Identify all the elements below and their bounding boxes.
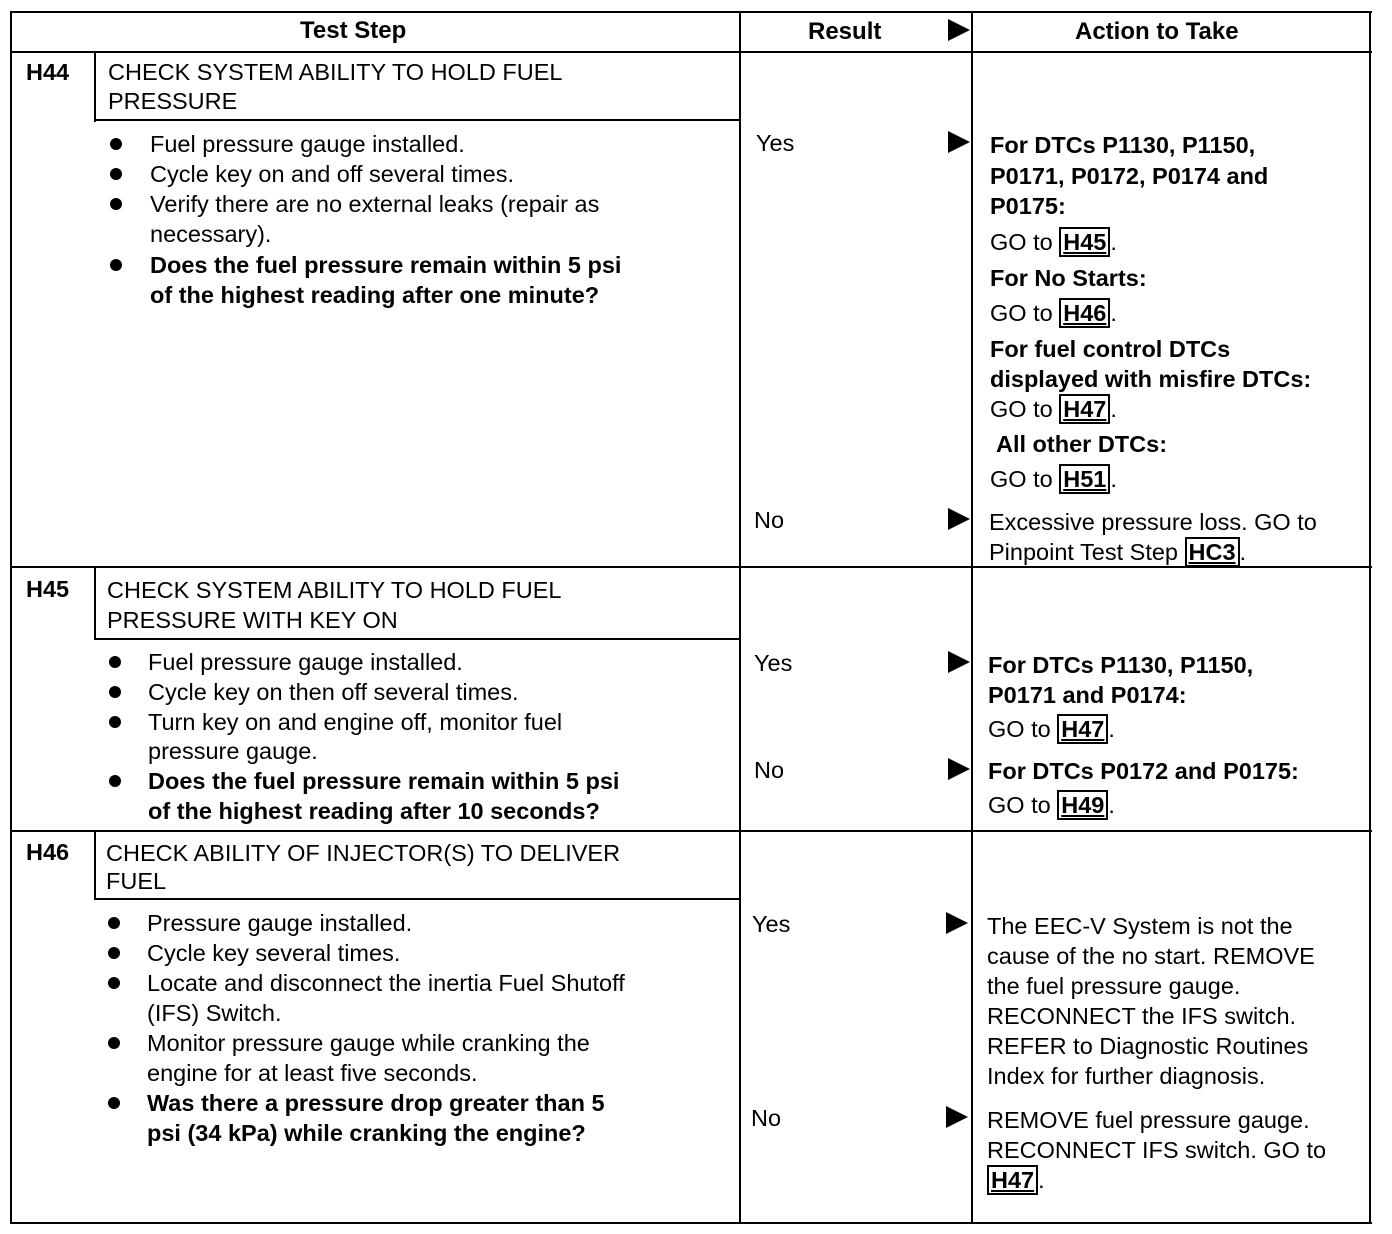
go-to-text: GO to [990, 466, 1053, 492]
h46-title-divider [94, 898, 740, 900]
go-to-text: GO to [990, 229, 1053, 255]
step-title-h44-line2: PRESSURE [108, 88, 238, 114]
h44-result-yes: Yes [756, 130, 795, 156]
step-reference-link[interactable]: HC3 [1185, 537, 1240, 567]
h46-bullet-1: Pressure gauge installed. [147, 910, 413, 936]
h46-no-action-line3: H47 . [987, 1165, 1045, 1195]
bullet-icon [109, 716, 121, 728]
table-border-left [10, 11, 12, 1224]
step-reference-link[interactable]: H45 [1059, 227, 1110, 257]
h46-yes-action-line2: cause of the no start. REMOVE [987, 943, 1315, 969]
h44-yes-action-4-line1: All other DTCs: [996, 431, 1168, 457]
h45-bullet-4-line2: of the highest reading after 10 seconds? [148, 798, 600, 824]
h44-yes-action-2-line1: For No Starts: [990, 265, 1147, 291]
h46-yes-action-line1: The EEC-V System is not the [987, 913, 1293, 939]
step-title-h46-line2: FUEL [106, 868, 167, 894]
h44-bullet-4-line1: Does the fuel pressure remain within 5 psi [150, 252, 622, 278]
h46-yes-action-line3: the fuel pressure gauge. [987, 973, 1241, 999]
header-result: Result [808, 18, 882, 45]
h45-bullet-3-line2: pressure gauge. [148, 738, 318, 764]
h44-title-divider [94, 119, 740, 121]
table-border-top [10, 11, 1372, 13]
bullet-icon [108, 947, 120, 959]
h44-bullet-3-line2: necessary). [150, 221, 272, 247]
h44-yes-action-3-go: GO to H47 . [990, 396, 1117, 422]
table-border-bottom [10, 1222, 1372, 1224]
h44-yes-action-3-line2: displayed with misfire DTCs: [990, 366, 1312, 392]
bullet-icon [110, 198, 122, 210]
step-reference-link[interactable]: H47 [1057, 714, 1108, 744]
h45-bullet-4-line1: Does the fuel pressure remain within 5 psi [148, 768, 620, 794]
h46-no-action-line1: REMOVE fuel pressure gauge. [987, 1107, 1310, 1133]
result-arrow-icon [946, 1106, 968, 1128]
result-arrow-icon [946, 912, 968, 934]
step-id-h46: H46 [26, 839, 70, 865]
bullet-icon [108, 917, 120, 929]
h46-no-action-line2: RECONNECT IFS switch. GO to [987, 1137, 1327, 1163]
h44-yes-action-3-line1: For fuel control DTCs [990, 336, 1231, 362]
h44-yes-action-1-line1: For DTCs P1130, P1150, [990, 132, 1256, 158]
h46-yes-action-line6: Index for further diagnosis. [987, 1063, 1266, 1089]
h46-bullet-3-line1: Locate and disconnect the inertia Fuel Shutoff [147, 970, 625, 996]
h44-yes-action-2-go: GO to H46 . [990, 300, 1117, 326]
h45-result-no: No [754, 757, 785, 783]
step-id-divider-h45 [94, 567, 96, 640]
step-reference-link[interactable]: H51 [1059, 464, 1110, 494]
h44-result-no: No [754, 507, 785, 533]
bullet-icon [108, 1097, 120, 1109]
h46-result-yes: Yes [752, 911, 791, 937]
h46-bullet-5-line1: Was there a pressure drop greater than 5 [147, 1090, 605, 1116]
bullet-icon [110, 168, 122, 180]
step-reference-link[interactable]: H46 [1059, 298, 1110, 328]
h44-yes-action-4-go: GO to H51 . [990, 466, 1117, 492]
result-column-divider [739, 11, 741, 1224]
step-title-h45-line1: CHECK SYSTEM ABILITY TO HOLD FUEL [107, 577, 562, 603]
h44-yes-action-1-line3: P0175: [990, 193, 1066, 219]
h45-result-yes: Yes [754, 650, 793, 676]
h45-yes-action-line2: P0171 and P0174: [988, 682, 1187, 708]
h44-bullet-4-line2: of the highest reading after one minute? [150, 282, 600, 308]
header-arrow-icon [948, 19, 970, 41]
result-arrow-icon [948, 651, 970, 673]
go-to-text: GO to [990, 300, 1053, 326]
bullet-icon [110, 138, 122, 150]
h46-yes-action-line5: REFER to Diagnostic Routines [987, 1033, 1309, 1059]
step-id-divider-h46 [94, 831, 96, 900]
result-arrow-icon [948, 758, 970, 780]
h44-yes-action-1-go: GO to H45 . [990, 229, 1117, 255]
step-id-h44: H44 [26, 59, 70, 85]
go-to-text: GO to [988, 792, 1051, 818]
h45-no-action-line1: For DTCs P0172 and P0175: [988, 758, 1299, 784]
step-title-h45-line2: PRESSURE WITH KEY ON [107, 607, 398, 633]
go-to-text: GO to [990, 396, 1053, 422]
header-action-to-take: Action to Take [1075, 18, 1239, 45]
bullet-icon [109, 656, 121, 668]
bullet-icon [110, 259, 122, 271]
action-column-divider [971, 11, 973, 1224]
h45-bullet-3-line1: Turn key on and engine off, monitor fuel [148, 709, 563, 735]
h44-no-action-line1: Excessive pressure loss. GO to [989, 509, 1317, 535]
h45-bullet-2: Cycle key on then off several times. [148, 679, 519, 705]
step-reference-link[interactable]: H47 [987, 1165, 1038, 1195]
go-to-text: GO to [988, 716, 1051, 742]
step-title-h46-line1: CHECK ABILITY OF INJECTOR(S) TO DELIVER [106, 840, 621, 866]
header-divider [10, 51, 1372, 53]
step-title-h44-line1: CHECK SYSTEM ABILITY TO HOLD FUEL [108, 59, 563, 85]
h45-title-divider [94, 638, 740, 640]
h45-yes-action-go: GO to H47 . [988, 716, 1115, 742]
header-test-step: Test Step [300, 17, 407, 44]
h44-bullet-3-line1: Verify there are no external leaks (repair as [150, 191, 600, 217]
bullet-icon [108, 977, 120, 989]
h44-bullet-2: Cycle key on and off several times. [150, 161, 514, 187]
h46-bullet-4-line1: Monitor pressure gauge while cranking the [147, 1030, 590, 1056]
pinpoint-text: Pinpoint Test Step [989, 539, 1178, 565]
h45-no-action-go: GO to H49 . [988, 792, 1115, 818]
table-border-right [1369, 11, 1371, 1224]
bullet-icon [109, 686, 121, 698]
result-arrow-icon [948, 131, 970, 153]
step-reference-link[interactable]: H47 [1059, 394, 1110, 424]
section-divider-h45 [10, 830, 1372, 832]
bullet-icon [109, 775, 121, 787]
h44-bullet-1: Fuel pressure gauge installed. [150, 131, 465, 157]
h46-bullet-2: Cycle key several times. [147, 940, 401, 966]
step-id-h45: H45 [26, 576, 70, 602]
step-id-divider-h44 [94, 52, 96, 122]
step-reference-link[interactable]: H49 [1057, 790, 1108, 820]
h45-yes-action-line1: For DTCs P1130, P1150, [988, 652, 1254, 678]
h44-yes-action-1-line2: P0171, P0172, P0174 and [990, 163, 1269, 189]
h46-yes-action-line4: RECONNECT the IFS switch. [987, 1003, 1297, 1029]
bullet-icon [108, 1037, 120, 1049]
h46-bullet-5-line2: psi (34 kPa) while cranking the engine? [147, 1120, 586, 1146]
h45-bullet-1: Fuel pressure gauge installed. [148, 649, 463, 675]
h46-bullet-4-line2: engine for at least five seconds. [147, 1060, 478, 1086]
h46-bullet-3-line2: (IFS) Switch. [147, 1000, 282, 1026]
h46-result-no: No [751, 1105, 782, 1131]
h44-no-action-line2: Pinpoint Test Step HC3 . [989, 539, 1247, 565]
result-arrow-icon [948, 508, 970, 530]
